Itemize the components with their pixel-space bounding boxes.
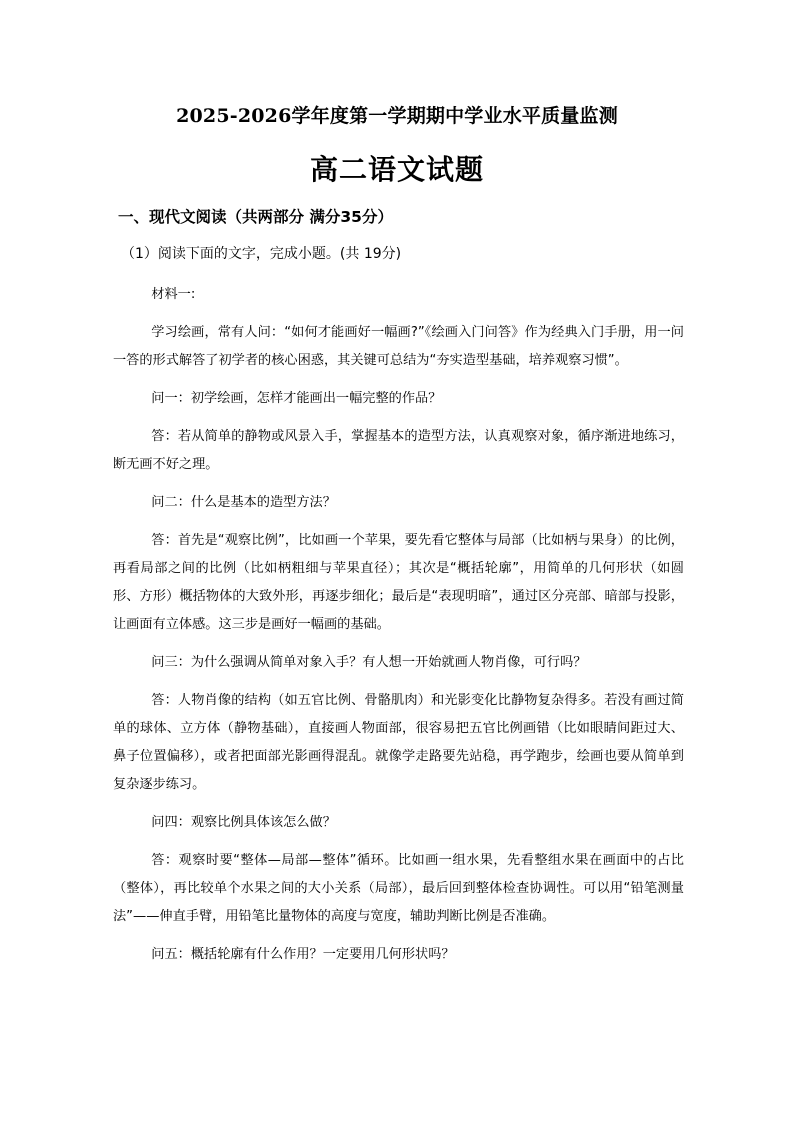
passage-paragraph: 问五：概括轮廓有什么作用？一定要用几何形状吗？ (151, 947, 455, 962)
passage-paragraph: 问一：初学绘画，怎样才能画出一幅完整的作品？ (151, 391, 442, 406)
passage-paragraph: 答：首先是“观察比例”，比如画一个苹果，要先看它整体与局部（比如柄与果身）的比例，再看局部之间的比例（比如柄粗细与苹果直径）；其次是“概括轮廓”，用简单的几何形状（如圆形、方形）概括物体的大致外形，再逐步细化；最后是“表现明暗”，通过区分亮部、暗部与投影，让画面有立体感。这三步是画好一幅画的基础。 (113, 533, 684, 632)
section-heading: 一、现代文阅读（共两部分 满分35分） (118, 208, 393, 226)
passage-paragraph: 问三：为什么强调从简单对象入手？有人想一开始就画人物肖像，可行吗？ (151, 655, 587, 670)
question-intro: （1）阅读下面的文字，完成小题。(共 19分) (121, 246, 402, 262)
reading-passage (113, 281, 684, 979)
passage-paragraph: 答：人物肖像的结构（如五官比例、骨骼肌肉）和光影变化比静物复杂得多。若没有画过简单的球体、立方体（静物基础），直接画人物面部，很容易把五官比例画错（比如眼睛间距过大、鼻子位置偏移），或者把面部光影画得混乱。就像学走路要先站稳，再学跑步，绘画也要从简单到复杂逐步练习。 (113, 693, 684, 792)
subject-title: 高二语文试题 (309, 153, 484, 186)
passage-paragraph: 答：观察时要“整体—局部—整体”循环。比如画一组水果，先看整组水果在画面中的占比（整体），再比较单个水果之间的大小关系（局部），最后回到整体检查协调性。可以用“铅笔测量法”——伸直手臂，用铅笔比量物体的高度与宽度，辅助判断比例是否准确。 (113, 853, 684, 924)
material-label: 材料一: (151, 287, 196, 302)
exam-title: 2025-2026学年度第一学期期中学业水平质量监测 (176, 105, 618, 127)
passage-paragraph: 答：若从简单的静物或风景入手，掌握基本的造型方法，认真观察对象，循序渐进地练习，断无画不好之理。 (113, 429, 684, 472)
passage-paragraph: 学习绘画，常有人问：“如何才能画好一幅画?”《绘画入门问答》作为经典入门手册，用一问一答的形式解答了初学者的核心困惑，其关键可总结为“夯实造型基础，培养观察习惯”。 (113, 325, 684, 368)
passage-paragraph: 问二：什么是基本的造型方法？ (151, 495, 336, 510)
passage-paragraph: 问四：观察比例具体该怎么做？ (151, 815, 336, 830)
